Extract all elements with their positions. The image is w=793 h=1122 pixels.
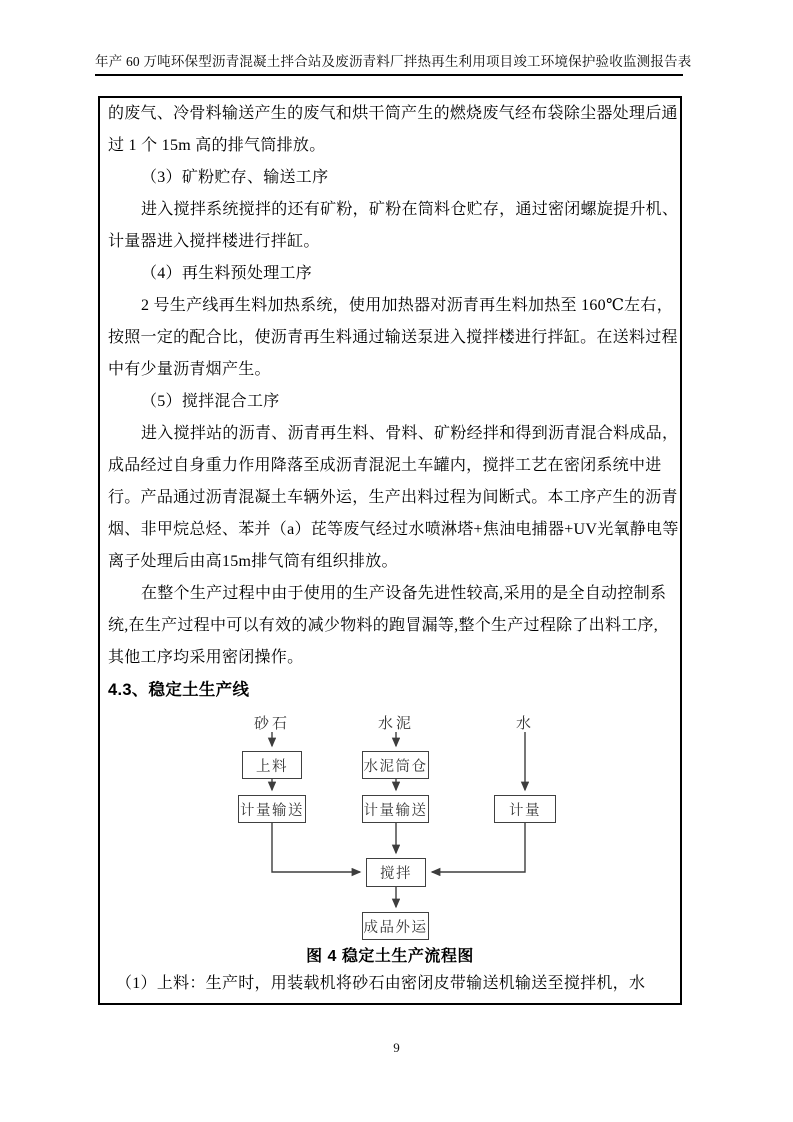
flow-source-cement: 水泥 [377, 716, 415, 732]
document-title: 年产 60 万吨环保型沥青混凝土拌合站及废沥青料厂拌热再生利用项目竣工环境保护验收监测报告表 [95, 54, 692, 69]
body-line: （3）矿粉贮存、输送工序 [141, 169, 329, 186]
report-table-cell [98, 96, 682, 1005]
stabilized-soil-flowchart [100, 706, 680, 945]
body-line: （1）上料：生产时，用装载机将砂石由密闭皮带输送机输送至搅拌机，水 [116, 975, 646, 992]
flow-node-meter: 计量 [494, 795, 556, 823]
flow-node-meter-convey-2: 计量输送 [362, 795, 429, 823]
body-line: （5）搅拌混合工序 [141, 393, 280, 410]
body-line: （4）再生料预处理工序 [141, 265, 313, 282]
flow-node-feed: 上料 [242, 751, 302, 779]
body-line: 进入搅拌站的沥青、沥青再生料、骨料、矿粉经拌和得到沥青混合料成品， [141, 425, 679, 442]
flow-source-sand-gravel: 砂石 [253, 716, 291, 732]
body-line: 在整个生产过程中由于使用的生产设备先进性较高,采用的是全自动控制系 [141, 585, 667, 602]
section-heading: 4.3、稳定土生产线 [108, 681, 250, 699]
flow-node-product-out: 成品外运 [362, 912, 429, 940]
body-line: 2 号生产线再生料加热系统，使用加热器对沥青再生料加热至 160℃左右， [141, 297, 673, 314]
body-line: 按照一定的配合比，使沥青再生料通过输送泵进入搅拌楼进行拌缸。在送料过程 [108, 329, 678, 346]
body-line: 成品经过自身重力作用降落至成沥青混泥土车罐内，搅拌工艺在密闭系统中进 [108, 457, 662, 474]
flow-node-meter-convey-1: 计量输送 [238, 795, 306, 823]
body-line: 离子处理后由高15m排气筒有组织排放。 [108, 553, 398, 570]
body-line: 烟、非甲烷总烃、苯并（a）芘等废气经过水喷淋塔+焦油电捕器+UV光氧静电等 [108, 521, 679, 538]
body-line: 的废气、冷骨料输送产生的废气和烘干筒产生的燃烧废气经布袋除尘器处理后通 [108, 105, 678, 122]
body-line: 进入搅拌系统搅拌的还有矿粉，矿粉在筒料仓贮存，通过密闭螺旋提升机、 [141, 201, 679, 218]
page-number: 9 [393, 1040, 400, 1055]
body-line: 计量器进入搅拌楼进行拌缸。 [108, 233, 320, 250]
figure-caption: 图 4 稳定土生产流程图 [306, 948, 474, 965]
flow-node-mix: 搅拌 [366, 858, 426, 887]
document-header [95, 50, 692, 76]
body-line: 过 1 个 15m 高的排气筒排放。 [108, 137, 326, 154]
body-line: 其他工序均采用密闭操作。 [108, 649, 304, 666]
body-line: 行。产品通过沥青混凝土车辆外运，生产出料过程为间断式。本工序产生的沥青 [108, 489, 678, 506]
flow-source-water: 水 [515, 716, 535, 732]
body-line: 统,在生产过程中可以有效的减少物料的跑冒漏等,整个生产过程除了出料工序, [108, 617, 659, 634]
body-text [100, 98, 680, 706]
flowchart-arrows [100, 706, 680, 945]
flow-node-cement-silo: 水泥筒仓 [362, 751, 429, 779]
body-line: 中有少量沥青烟产生。 [108, 361, 271, 378]
